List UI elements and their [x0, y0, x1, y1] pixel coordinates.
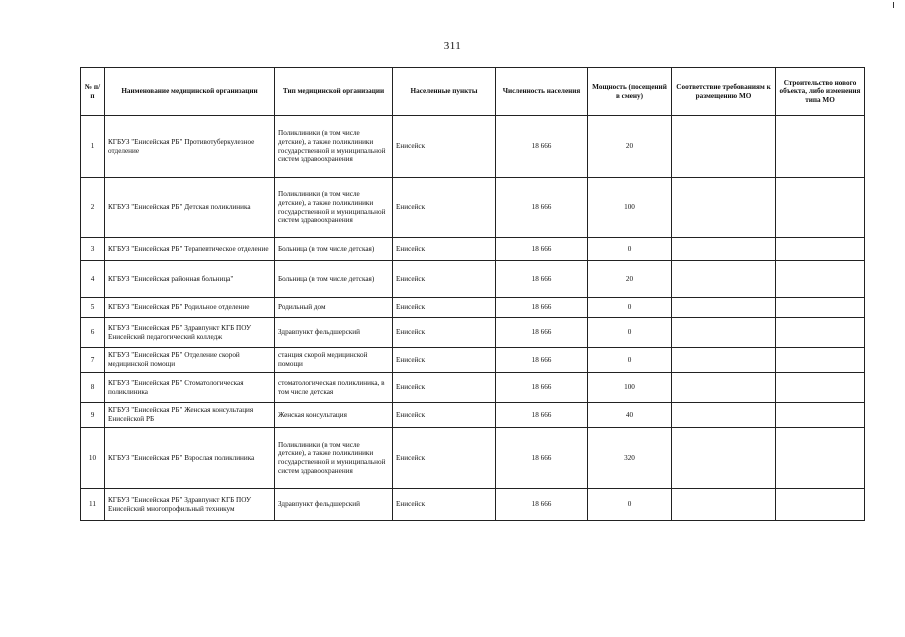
cell-org: КГБУЗ "Енисейская РБ" Взрослая поликлиника	[105, 428, 275, 489]
cell-type: стоматологическая поликлиника, в том числе детская	[275, 373, 393, 403]
table-row	[81, 373, 865, 403]
cell-construction	[776, 489, 865, 521]
cell-population: 18 666	[496, 348, 588, 373]
medical-organizations-table	[80, 67, 865, 521]
cell-num: 3	[81, 238, 105, 261]
table-row	[81, 116, 865, 178]
table-row	[81, 238, 865, 261]
cell-org: КГБУЗ "Енисейская РБ" Родильное отделение	[105, 298, 275, 318]
table-row	[81, 428, 865, 489]
cell-org: КГБУЗ "Енисейская РБ" Женская консультация Енисейской РБ	[105, 403, 275, 428]
cell-type: Поликлиники (в том числе детские), а также поликлиники государственной и муниципальной систем здравоохранения	[275, 178, 393, 238]
corner-mark	[893, 2, 894, 8]
cell-org: КГБУЗ "Енисейская РБ" Здравпункт КГБ ПОУ Енисейский многопрофильный техникум	[105, 489, 275, 521]
cell-construction	[776, 178, 865, 238]
cell-population: 18 666	[496, 489, 588, 521]
cell-type: Родильный дом	[275, 298, 393, 318]
cell-population: 18 666	[496, 298, 588, 318]
cell-capacity: 0	[588, 348, 672, 373]
cell-construction	[776, 238, 865, 261]
header-row	[81, 68, 865, 116]
col-header-locality: Населенные пункты	[393, 68, 496, 116]
cell-org: КГБУЗ "Енисейская районная больница"	[105, 261, 275, 298]
col-header-population: Численность населения	[496, 68, 588, 116]
cell-population: 18 666	[496, 238, 588, 261]
cell-construction	[776, 373, 865, 403]
cell-capacity: 0	[588, 298, 672, 318]
cell-num: 1	[81, 116, 105, 178]
cell-construction	[776, 116, 865, 178]
cell-capacity: 40	[588, 403, 672, 428]
table-row	[81, 348, 865, 373]
cell-construction	[776, 348, 865, 373]
cell-compliance	[672, 298, 776, 318]
cell-num: 2	[81, 178, 105, 238]
cell-locality: Енисейск	[393, 298, 496, 318]
cell-capacity: 100	[588, 178, 672, 238]
page-number: 311	[443, 40, 462, 52]
cell-locality: Енисейск	[393, 318, 496, 348]
cell-compliance	[672, 348, 776, 373]
cell-capacity: 320	[588, 428, 672, 489]
cell-capacity: 0	[588, 238, 672, 261]
cell-capacity: 0	[588, 318, 672, 348]
cell-type: Поликлиники (в том числе детские), а также поликлиники государственной и муниципальной систем здравоохранения	[275, 116, 393, 178]
cell-construction	[776, 298, 865, 318]
cell-construction	[776, 403, 865, 428]
table-row	[81, 261, 865, 298]
cell-locality: Енисейск	[393, 178, 496, 238]
table-row	[81, 403, 865, 428]
col-header-org: Наименование медицинской организации	[105, 68, 275, 116]
table-row	[81, 298, 865, 318]
cell-population: 18 666	[496, 116, 588, 178]
cell-population: 18 666	[496, 373, 588, 403]
cell-population: 18 666	[496, 178, 588, 238]
cell-org: КГБУЗ "Енисейская РБ" Противотуберкулезное отделение	[105, 116, 275, 178]
cell-locality: Енисейск	[393, 261, 496, 298]
cell-num: 6	[81, 318, 105, 348]
cell-type: Больница (в том числе детская)	[275, 261, 393, 298]
cell-compliance	[672, 373, 776, 403]
cell-type: станция скорой медицинской помощи	[275, 348, 393, 373]
cell-capacity: 100	[588, 373, 672, 403]
cell-num: 8	[81, 373, 105, 403]
cell-type: Здравпункт фельдшерский	[275, 318, 393, 348]
cell-num: 9	[81, 403, 105, 428]
cell-locality: Енисейск	[393, 489, 496, 521]
cell-locality: Енисейск	[393, 373, 496, 403]
cell-compliance	[672, 489, 776, 521]
col-header-type: Тип медицинской организации	[275, 68, 393, 116]
table-row	[81, 178, 865, 238]
col-header-capacity: Мощность (посещений в смену)	[588, 68, 672, 116]
cell-org: КГБУЗ "Енисейская РБ" Здравпункт КГБ ПОУ Енисейский педагогический колледж	[105, 318, 275, 348]
table-row	[81, 318, 865, 348]
cell-population: 18 666	[496, 428, 588, 489]
cell-type: Поликлиники (в том числе детские), а также поликлиники государственной и муниципальной систем здравоохранения	[275, 428, 393, 489]
cell-population: 18 666	[496, 261, 588, 298]
cell-compliance	[672, 403, 776, 428]
cell-org: КГБУЗ "Енисейская РБ" Отделение скорой медицинской помощи	[105, 348, 275, 373]
cell-locality: Енисейск	[393, 348, 496, 373]
cell-construction	[776, 261, 865, 298]
cell-locality: Енисейск	[393, 116, 496, 178]
cell-org: КГБУЗ "Енисейская РБ" Детская поликлиника	[105, 178, 275, 238]
cell-type: Больница (в том числе детская)	[275, 238, 393, 261]
cell-construction	[776, 318, 865, 348]
cell-locality: Енисейск	[393, 428, 496, 489]
cell-compliance	[672, 428, 776, 489]
cell-compliance	[672, 261, 776, 298]
cell-compliance	[672, 318, 776, 348]
cell-num: 7	[81, 348, 105, 373]
cell-compliance	[672, 238, 776, 261]
cell-num: 4	[81, 261, 105, 298]
cell-capacity: 20	[588, 261, 672, 298]
cell-population: 18 666	[496, 318, 588, 348]
cell-locality: Енисейск	[393, 238, 496, 261]
cell-type: Женская консультация	[275, 403, 393, 428]
cell-compliance	[672, 116, 776, 178]
cell-org: КГБУЗ "Енисейская РБ" Стоматологическая поликлиника	[105, 373, 275, 403]
cell-num: 11	[81, 489, 105, 521]
cell-compliance	[672, 178, 776, 238]
cell-construction	[776, 428, 865, 489]
col-header-construction: Строительство нового объекта, либо изменения типа МО	[776, 68, 865, 116]
cell-num: 5	[81, 298, 105, 318]
table-row	[81, 489, 865, 521]
cell-org: КГБУЗ "Енисейская РБ" Терапевтическое отделение	[105, 238, 275, 261]
cell-num: 10	[81, 428, 105, 489]
cell-capacity: 20	[588, 116, 672, 178]
cell-type: Здравпункт фельдшерский	[275, 489, 393, 521]
cell-locality: Енисейск	[393, 403, 496, 428]
col-header-compliance: Соответствие требованиям к размещению МО	[672, 68, 776, 116]
cell-population: 18 666	[496, 403, 588, 428]
cell-capacity: 0	[588, 489, 672, 521]
col-header-num: № п/п	[81, 68, 105, 116]
